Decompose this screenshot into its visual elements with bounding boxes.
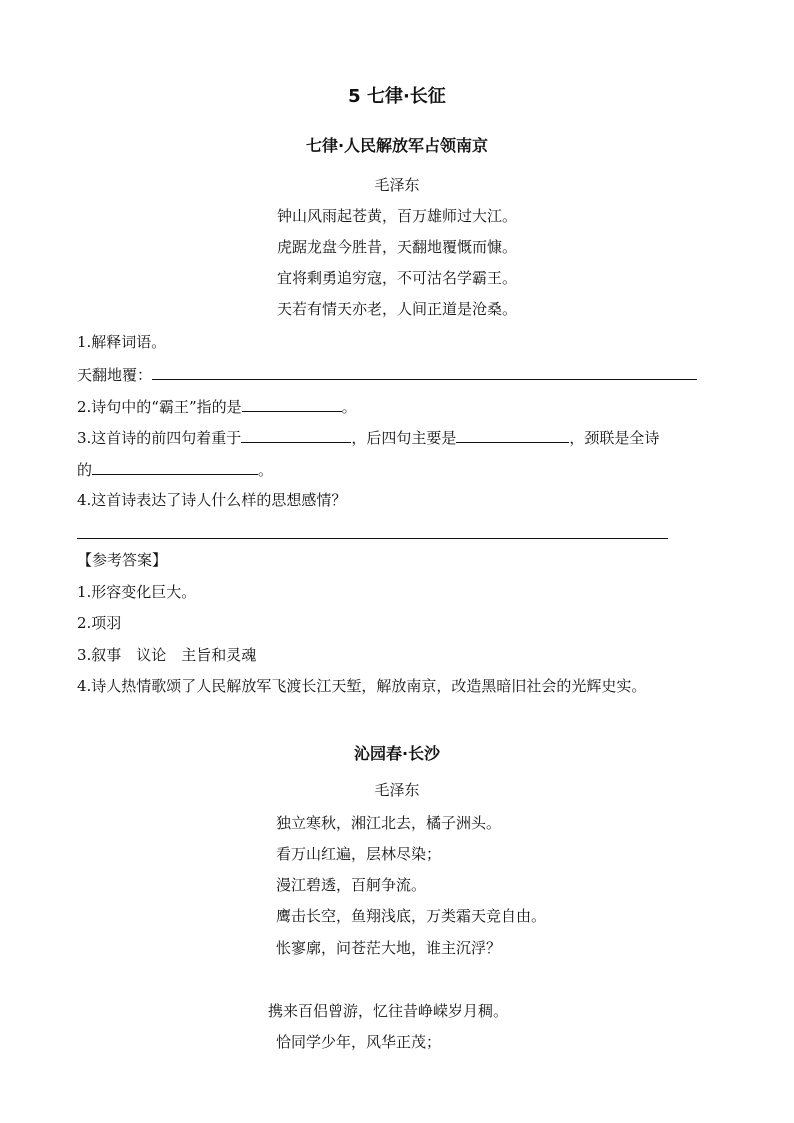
poem1-line: 宜将剩勇追穷寇，不可沽名学霸王。 bbox=[276, 269, 517, 287]
page-title: 5 七律·长征 bbox=[348, 86, 446, 107]
answer-1: 1.形容变化巨大。 bbox=[77, 583, 197, 601]
question-4: 4.这首诗表达了诗人什么样的思想感情？ bbox=[77, 491, 347, 509]
question-3 bbox=[77, 428, 659, 447]
answer-3: 3.叙事 议论 主旨和灵魂 bbox=[77, 646, 257, 664]
poem2-line: 看万山红遍，层林尽染； bbox=[276, 845, 442, 863]
answer-4: 4.诗人热情歌颂了人民解放军飞渡长江天堑，解放南京，改造黑暗旧社会的光辉史实。 bbox=[77, 677, 647, 695]
question-1-term-label: 天翻地覆： bbox=[77, 366, 153, 384]
question-1-term bbox=[77, 365, 697, 384]
poem2-line: 漫江碧透，百舸争流。 bbox=[276, 876, 427, 894]
answer-blank[interactable] bbox=[456, 428, 569, 443]
question-2-end: 。 bbox=[341, 398, 357, 416]
question-1: 1.解释词语。 bbox=[77, 333, 167, 351]
poem2-line: 携来百侣曾游，忆往昔峥嵘岁月稠。 bbox=[268, 1002, 509, 1020]
question-2-text: 2.诗句中的“霸王”指的是 bbox=[77, 398, 242, 416]
question-3-part-c: ，颈联是全诗 bbox=[569, 429, 660, 447]
answer-blank[interactable] bbox=[241, 428, 351, 443]
poem2-line: 恰同学少年，风华正茂； bbox=[276, 1033, 442, 1051]
answer-blank[interactable] bbox=[152, 365, 697, 380]
poem1-line: 虎踞龙盘今胜昔，天翻地覆慨而慷。 bbox=[276, 238, 517, 256]
poem1-title: 七律·人民解放军占领南京 bbox=[305, 136, 489, 155]
poem2-author: 毛泽东 bbox=[374, 781, 420, 799]
answers-header: 【参考答案】 bbox=[77, 551, 168, 569]
question-3-part-e: 。 bbox=[258, 461, 274, 479]
question-3-part-b: ，后四句主要是 bbox=[351, 429, 457, 447]
poem1-line: 钟山风雨起苍黄，百万雄师过大江。 bbox=[276, 207, 517, 225]
answer-2: 2.项羽 bbox=[77, 614, 122, 632]
poem1-author: 毛泽东 bbox=[374, 176, 420, 194]
poem2-line: 独立寒秋，湘江北去，橘子洲头。 bbox=[276, 814, 502, 832]
poem2-line: 怅寥廓，问苍茫大地，谁主沉浮？ bbox=[276, 939, 502, 957]
answer-line[interactable] bbox=[77, 538, 668, 539]
question-3-part-a: 3.这首诗的前四句着重于 bbox=[77, 429, 242, 447]
question-3-cont bbox=[77, 460, 273, 479]
answer-blank[interactable] bbox=[242, 397, 342, 412]
question-3-part-d: 的 bbox=[77, 461, 93, 479]
poem2-line: 鹰击长空，鱼翔浅底，万类霜天竞自由。 bbox=[276, 907, 547, 925]
poem2-title: 沁园春·长沙 bbox=[353, 744, 441, 763]
question-2 bbox=[77, 397, 357, 416]
answer-blank[interactable] bbox=[92, 460, 258, 475]
poem1-line: 天若有情天亦老，人间正道是沧桑。 bbox=[276, 300, 517, 318]
